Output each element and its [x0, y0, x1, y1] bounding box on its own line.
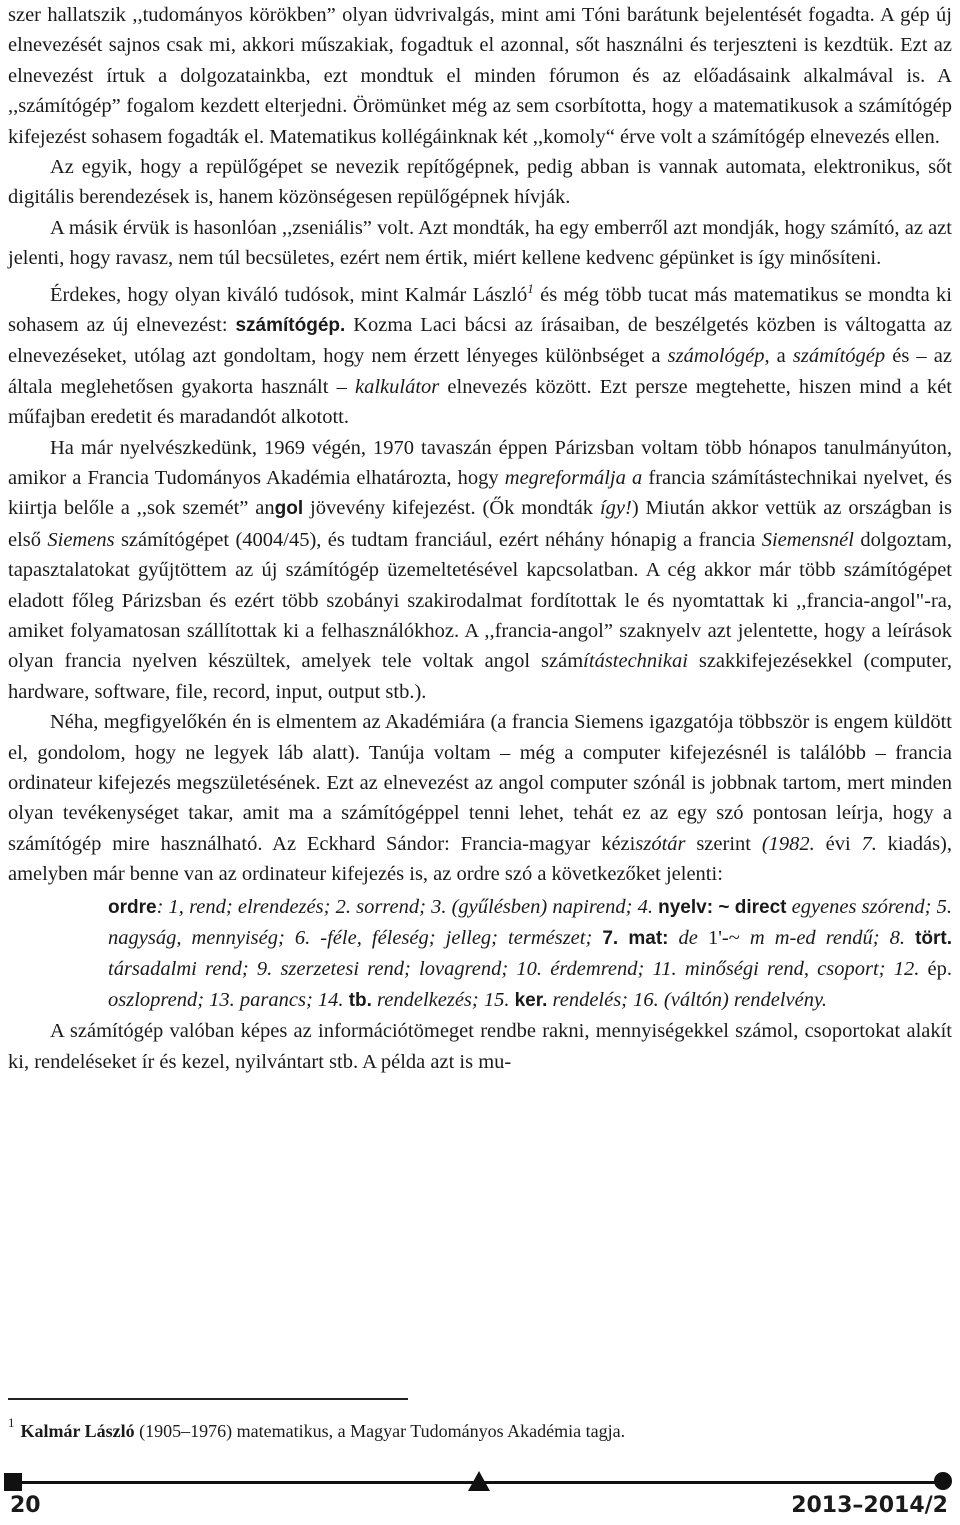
paragraph-2: Az egyik, hogy a repülőgépet se nevezik repítőgépnek, pedig abban is vannak automata, elektronikus, sőt digitális berendezések is, hanem közönségesen repülőgépnek hívják.	[8, 156, 952, 209]
issue-label: 2013–2014/2	[791, 1493, 948, 1518]
footnote-number: 1	[8, 1415, 15, 1430]
footnote-text: (1905–1976) matematikus, a Magyar Tudományos Akadémia tagja.	[134, 1421, 626, 1441]
page-number: 20	[10, 1493, 41, 1518]
footnote-divider	[8, 1398, 408, 1400]
dictionary-entry: ordre: 1, rend; elrendezés; 2. sorrend; 3. (gyűlésben) napirend; 4. nyelv: ~ direct egyenes szórend; 5. nagyság, mennyiség; 6. -féle, féleség; jelleg; természet; 7. mat: de 1'-~ m m-ed rendű; 8. tört. társadalmi rend; 9. szerzetesi rend; lovagrend; 10. érdemrend; 11. minőségi rend, csoport; 12. ép. oszloprend; 13. parancs; 14. tb. rendelkezés; 15. ker. rendelés; 16. (váltón) rendelvény.	[108, 895, 952, 1011]
paragraph-3: A másik érvük is hasonlóan ,,zseniális” volt. Azt mondták, ha egy emberről azt mondják, hogy számító, az azt jelenti, hogy ravasz, nem túl becsületes, ezért nem értik, miért kellene kedvenc gépünket is így minősíteni.	[8, 216, 952, 270]
paragraph-5: Ha már nyelvészkedünk, 1969 végén, 1970 tavaszán éppen Párizsban voltam több hónapos tanulmányúton, amikor a Francia Tudományos Akadémia elhatározta, hogy megreformálja a francia számítástechnikai nyelvet, és kiirtja belőle a ,,sok szemét” angol jövevény kifejezést. (Ők mondták így!) Miután akkor vettük az országban is első Siemens számítógépet (4004/45), és tudtam franciául, ezért néhány hónapig a francia Siemensnél dolgoztam, tapasztalatokat gyűjtöttem az új számítógép üzemeltetésével kapcsolatban. A cég akkor már több számítógépet eladott főleg Párizsban és ezért több szobányi szakirodalmat fordítottak le és nyomtattak ki ,,francia-angol"-ra, amiket folyamatosan szállítottak ki a felhasználókhoz. A ,,francia-angol” szaknyelv azt jelentette, hogy a leírások olyan francia nyelven készültek, amelyek tele voltak angol számítástechnikai szakkifejezésekkel (computer, hardware, software, file, record, input, output stb.).	[8, 436, 952, 703]
footnote-reference[interactable]: 1	[527, 280, 534, 296]
paragraph-6: Néha, megfigyelőkén én is elmentem az Akadémiára (a francia Siemens igazgatója többször is engem küldött el, gondolom, hogy ne legyek láb alatt). Tanúja voltam – még a computer kifejezésnél is találóbb – francia ordinateur kifejezés megszületésének. Ezt az elnevezést az angol computer szónál is jobbnak tartom, mert minden olyan tevékenységet takar, amit ma a számítógéppel tenni lehet, tehát ez az egy szó pontosan leírja, hogy a számítógép mire használható. Az Eckhard Sándor: Francia-magyar kéziszótár szerint (1982. évi 7. kiadás), amelyben már benne van az ordinateur kifejezés is, az ordre szó a következőket jelenti:	[8, 711, 952, 886]
triangle-icon	[468, 1471, 490, 1491]
footnote	[8, 1408, 908, 1446]
article-body	[8, 0, 952, 1077]
paragraph-1: szer hallatszik ,,tudományos körökben” olyan üdvrivalgás, mint ami Tóni barátunk bejelentését fogadta. A gép új elnevezését sajnos csak mi, akkori műszakiak, fogadtuk el azonnal, sőt használni és terjeszteni is kezdtük. Ezt az elnevezést írtuk a dolgozatainkba, ezt mondtuk el minden fórumon és az előadásaink alkalmával is. A ,,számítógép” fogalom kezdett elterjedni. Örömünket még az sem csorbította, hogy a matematikusok a számítógép kifejezést sohasem fogadták el. Matematikus kollégáinknak két ,,komoly“ érve volt a számítógép elnevezés ellen.	[8, 4, 952, 148]
paragraph-7: A számítógép valóban képes az információtömeget rendbe rakni, mennyiségekkel számol, csoportokat alakít ki, rendeléseket ír és kezel, nyilvántart stb. A példa azt is mu-	[8, 1020, 952, 1073]
footnote-name: Kalmár László	[20, 1421, 135, 1441]
dictionary-headword: ordre	[108, 896, 157, 918]
square-icon	[4, 1473, 22, 1491]
paragraph-4: Érdekes, hogy olyan kiváló tudósok, mint Kalmár László$^1$ és még több tucat más matematikus se mondta ki sohasem az új elnevezést: számítógép. Kozma Laci bácsi az írásaiban, de beszélgetés közben is váltogatta az elnevezéseket, utólag azt gondoltam, hogy nem érzett lényeges különbséget a számológép, a számítógép és – az általa meglehetősen gyakorta használt – kalkulátor elnevezés között. Ezt persze megtehette, hiszen mind a két műfajban eredetit és maradandót alkotott.	[8, 280, 952, 429]
circle-icon	[934, 1472, 952, 1490]
